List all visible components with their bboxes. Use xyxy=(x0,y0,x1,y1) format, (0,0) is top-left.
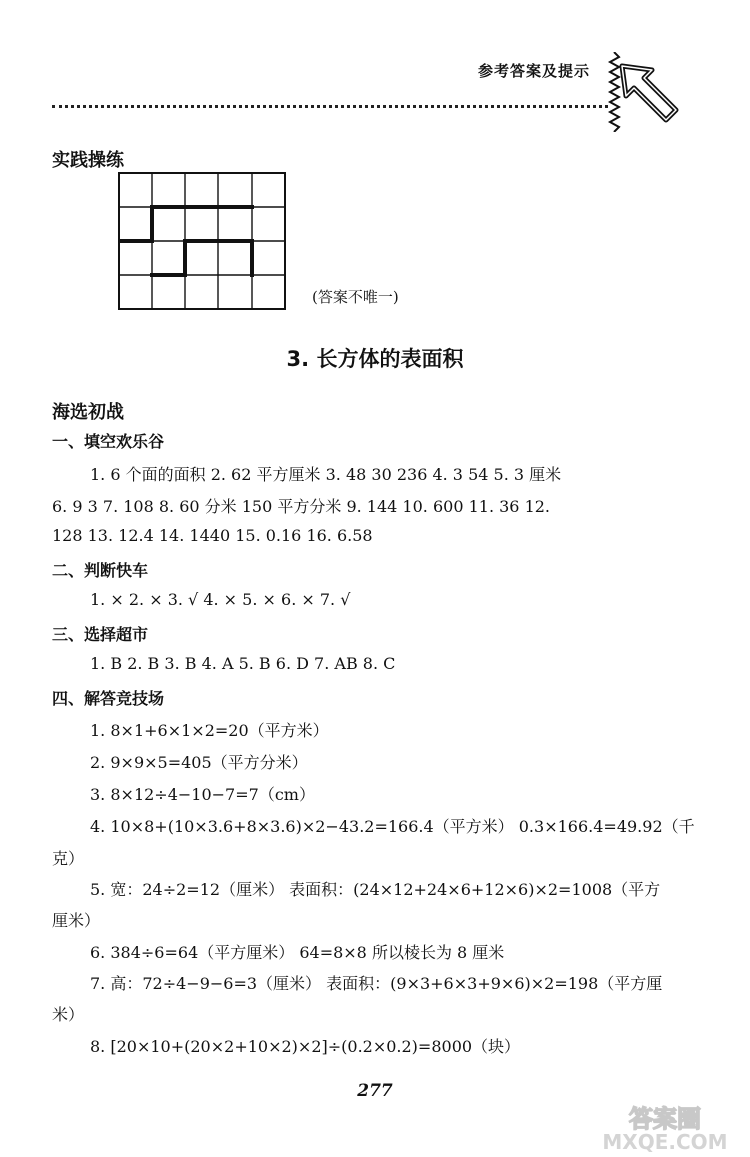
svg-text:MXQE.COM: MXQE.COM xyxy=(602,1130,728,1153)
answer-note: (答案不唯一) xyxy=(312,288,399,306)
solve-line: 2. 9×9×5=405（平方分米） xyxy=(90,753,308,772)
section-heading: 海选初战 xyxy=(52,402,124,423)
solve-heading: 四、解答竞技场 xyxy=(52,689,165,708)
solve-line: 克） xyxy=(52,849,85,868)
fill-blank-line: 128 13. 12.4 14. 1440 15. 0.16 16. 6.58 xyxy=(52,526,373,545)
solve-line: 1. 8×1+6×1×2=20（平方米） xyxy=(90,721,329,740)
page-number: 277 xyxy=(357,1081,393,1101)
fill-blank-line: 6. 9 3 7. 108 8. 60 分米 150 平方分米 9. 144 10. 600 11. 36 12. xyxy=(52,497,551,516)
solve-line: 米） xyxy=(52,1005,85,1024)
choice-heading: 三、选择超市 xyxy=(52,625,149,644)
header-rule xyxy=(52,105,608,108)
judge-heading: 二、判断快车 xyxy=(52,561,149,580)
fill-blank-line: 1. 6 个面的面积 2. 62 平方厘米 3. 48 30 236 4. 3 54 5. 3 厘米 xyxy=(90,465,562,484)
fill-blank-heading: 一、填空欢乐谷 xyxy=(52,432,165,451)
arrow-icon xyxy=(618,62,680,124)
solve-line: 8. [20×10+(20×2+10×2)×2]÷(0.2×0.2)=8000（块） xyxy=(90,1037,521,1056)
solve-line: 6. 384÷6=64（平方厘米） 64=8×8 所以棱长为 8 厘米 xyxy=(90,943,505,962)
watermark-logo xyxy=(590,1103,740,1153)
solve-line: 7. 高：72÷4−9−6=3（厘米） 表面积：(9×3+6×3+9×6)×2=198（平方厘 xyxy=(90,974,663,993)
solve-line: 厘米） xyxy=(52,911,101,930)
svg-text:答案圈: 答案圈 xyxy=(629,1105,701,1133)
solve-line: 4. 10×8+(10×3.6+8×3.6)×2−43.2=166.4（平方米） 0.3×166.4=49.92（千 xyxy=(90,817,695,836)
chapter-title: 3. 长方体的表面积 xyxy=(286,347,464,371)
solve-line: 3. 8×12÷4−10−7=7（cm） xyxy=(90,785,315,804)
practice-heading: 实践操练 xyxy=(52,150,124,171)
choice-line: 1. B 2. B 3. B 4. A 5. B 6. D 7. AB 8. C xyxy=(90,654,396,673)
judge-line: 1. × 2. × 3. √ 4. × 5. × 6. × 7. √ xyxy=(90,590,351,609)
solve-line: 5. 宽：24÷2=12（厘米） 表面积：(24×12+24×6+12×6)×2=1008（平方 xyxy=(90,880,661,899)
grid-figure xyxy=(118,172,286,310)
header-title: 参考答案及提示 xyxy=(478,62,591,80)
